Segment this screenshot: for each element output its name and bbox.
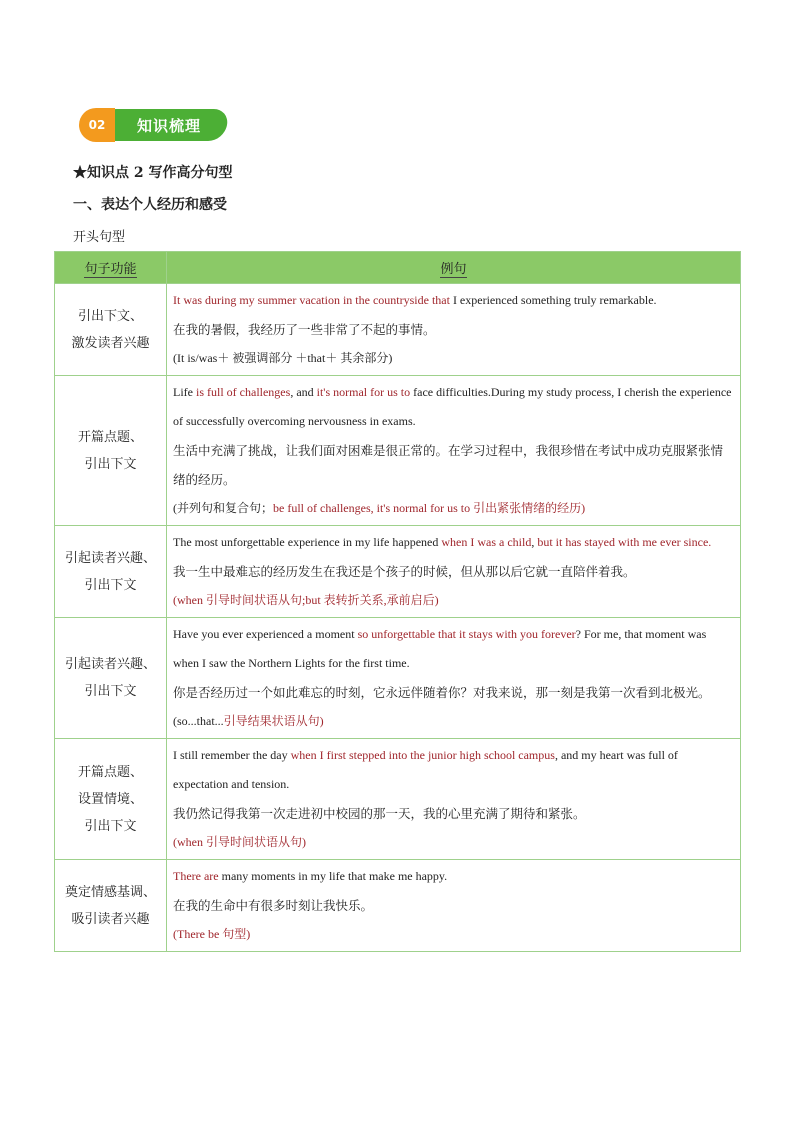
text-segment: I still remember the day [173, 748, 291, 762]
function-label: 奠定情感基调、 [64, 884, 156, 900]
note-segment: (when 引导时间状语从句) [173, 835, 306, 849]
column-header-example: 例句 [167, 252, 741, 284]
example-cell [167, 739, 741, 860]
function-label: 引出下文、 [77, 308, 143, 324]
badge-title: 知识梳理 [137, 117, 202, 135]
function-label: 引出下文 [84, 818, 137, 834]
table-row [55, 618, 741, 739]
text-segment: , and [290, 385, 317, 399]
function-label: 开篇点题、 [77, 429, 143, 445]
chinese-translation: 生活中充满了挑战，让我们面对困难是很正常的。在学习过程中，我很珍惜在考试中成功克服紧张情绪的经历。 [173, 443, 724, 487]
english-example [173, 620, 734, 678]
note-segment: (when 引导时间状语从句;but 表转折关系,承前启后) [173, 593, 439, 607]
english-example [173, 378, 734, 436]
english-example [173, 862, 734, 891]
grammar-note [173, 707, 734, 736]
sentence-function-cell [55, 376, 167, 526]
grammar-note [173, 494, 734, 523]
text-segment: face difficulties.During my study process, I cherish the experience of successfully overcoming nervousness in exams. [173, 385, 732, 428]
sentence-function-cell [55, 739, 167, 860]
note-segment: (so...that... [173, 714, 224, 728]
english-example [173, 286, 734, 315]
note-segment: (There be 句型) [173, 927, 251, 941]
table-row [55, 739, 741, 860]
chinese-translation: 你是否经历过一个如此难忘的时刻，它永远伴随着你？对我来说，那一刻是我第一次看到北极光。 [173, 685, 711, 700]
chinese-translation: 我一生中最难忘的经历发生在我还是个孩子的时候，但从那以后它就一直陪伴着我。 [173, 564, 636, 579]
example-cell [167, 284, 741, 376]
function-label: 引起读者兴趣、 [64, 550, 156, 566]
text-segment: The most unforgettable experience in my life happened [173, 535, 442, 549]
table-row [55, 860, 741, 952]
example-cell [167, 376, 741, 526]
sentence-function-cell [55, 284, 167, 376]
text-segment: ? For me, that moment was when I saw the Northern Lights for the first time. [173, 627, 707, 670]
function-label: 设置情境、 [77, 791, 143, 807]
chinese-translation: 在我的生命中有很多时刻让我快乐。 [173, 898, 374, 913]
grammar-note [173, 920, 734, 949]
section-heading: 一、表达个人经历和感受 [73, 197, 227, 213]
text-segment: , and my heart was full of expectation and tension. [173, 748, 678, 791]
table-row [55, 376, 741, 526]
sentence-pattern-table [54, 251, 741, 952]
chinese-translation: 我仍然记得我第一次走进初中校园的那一天，我的心里充满了期待和紧张。 [173, 806, 586, 821]
subsection-heading: 开头句型 [73, 230, 126, 245]
text-segment: Have you ever experienced a moment [173, 627, 358, 641]
example-cell [167, 860, 741, 952]
text-segment: I experienced something truly remarkable. [449, 293, 657, 307]
sentence-function-cell [55, 618, 167, 739]
text-segment: , [531, 535, 538, 549]
grammar-note [173, 344, 734, 373]
chinese-translation: 在我的暑假，我经历了一些非常了不起的事情。 [173, 322, 436, 337]
function-label: 开篇点题、 [77, 764, 143, 780]
function-label: 引出下文 [84, 456, 137, 472]
table-row [55, 284, 741, 376]
function-label: 吸引读者兴趣 [71, 911, 150, 927]
sentence-function-cell [55, 860, 167, 952]
grammar-note [173, 586, 734, 615]
table-header-row [55, 252, 741, 284]
highlighted-phrase: it's normal for us to [316, 385, 411, 399]
highlighted-phrase: so unforgettable that it stays with you forever [357, 627, 576, 641]
note-segment: be full of challenges, it's normal for us to 引出紧张情绪的经历) [273, 501, 586, 515]
english-example [173, 528, 734, 557]
text-segment: many moments in my life that make me happy. [218, 869, 448, 883]
function-label: 引出下文 [84, 684, 137, 699]
badge-number: 02 [79, 108, 115, 142]
function-label: 引起读者兴趣、 [64, 657, 156, 672]
note-segment: (It is/was＋ 被强调部分 ＋that＋ 其余部分) [173, 351, 393, 365]
note-segment: 引导结果状语从句) [223, 714, 324, 728]
example-cell [167, 618, 741, 739]
section-badge [79, 108, 229, 142]
highlighted-phrase: when I first stepped into the junior high school campus [290, 748, 555, 762]
sentence-function-cell [55, 526, 167, 618]
grammar-note [173, 828, 734, 857]
highlighted-phrase: but it has stayed with me ever since. [537, 535, 712, 549]
highlighted-phrase: when I was a child [441, 535, 532, 549]
example-cell [167, 526, 741, 618]
column-header-function: 句子功能 [55, 252, 167, 284]
knowledge-point-heading: ★知识点 2 写作高分句型 [73, 165, 233, 181]
function-label: 激发读者兴趣 [71, 335, 150, 351]
highlighted-phrase: There are [173, 869, 219, 883]
function-label: 引出下文 [84, 577, 137, 593]
note-segment: (并列句和复合句； [173, 501, 273, 515]
highlighted-phrase: is full of challenges [196, 385, 291, 399]
highlighted-phrase: It was during my summer vacation in the countryside that [173, 293, 450, 307]
text-segment: Life [173, 385, 196, 399]
english-example [173, 741, 734, 799]
table-row [55, 526, 741, 618]
